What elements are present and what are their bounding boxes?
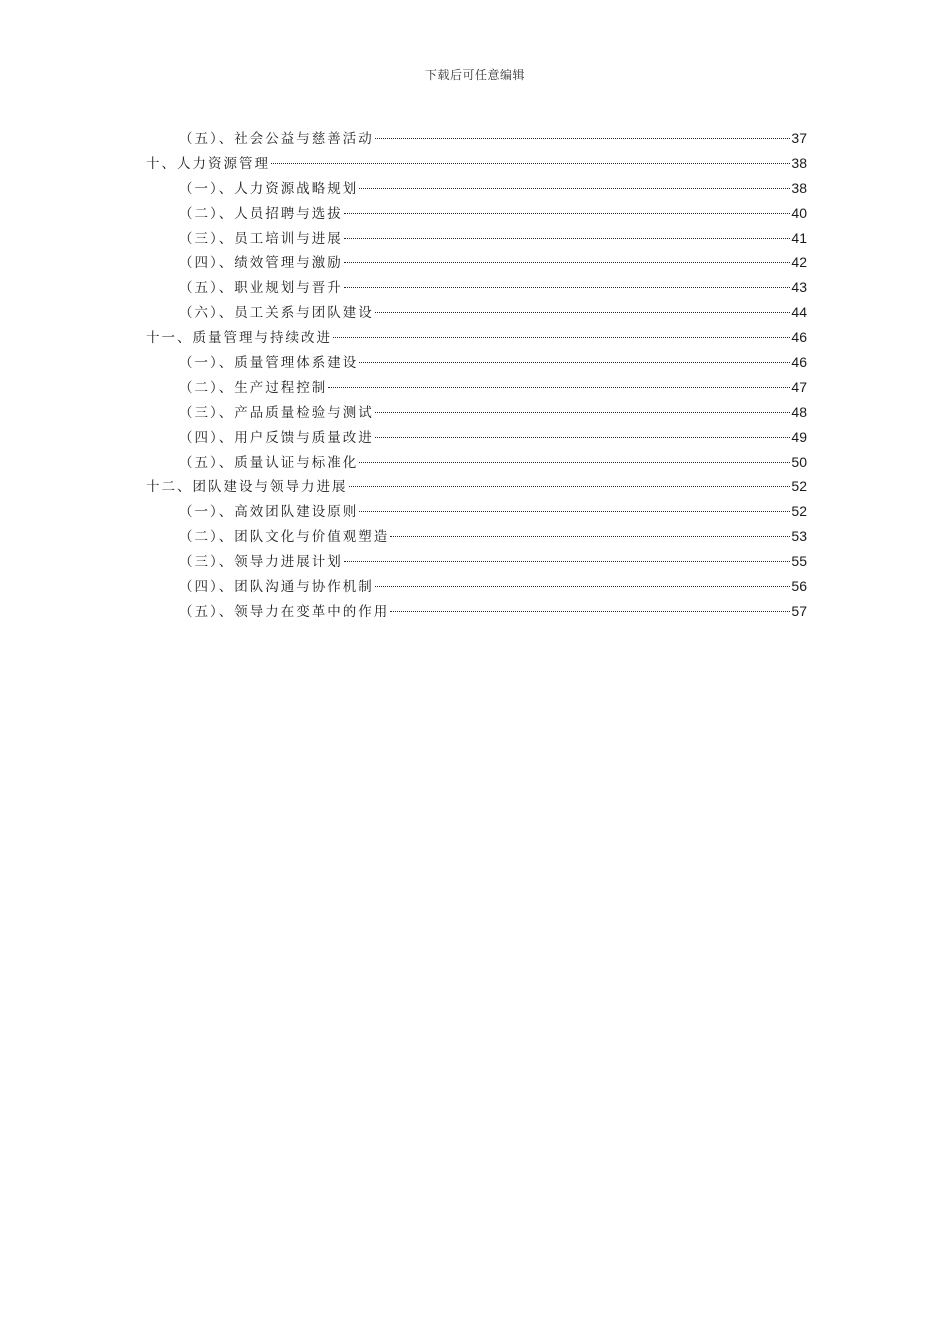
dot-leader (359, 462, 790, 463)
toc-section-entry[interactable] (146, 300, 807, 325)
toc-section-entry[interactable] (146, 425, 807, 450)
toc-entry-title: （一）、高效团队建设原则 (179, 504, 359, 521)
dot-leader (375, 437, 791, 438)
dot-leader (359, 362, 790, 363)
toc-entry-page-number: 46 (791, 329, 807, 346)
toc-entry-title: （五）、领导力在变革中的作用 (179, 603, 390, 620)
toc-entry-page-number: 41 (791, 229, 807, 246)
dot-leader (359, 188, 790, 189)
toc-section-entry[interactable] (146, 524, 807, 549)
toc-entry-title: （二）、生产过程控制 (179, 379, 328, 396)
toc-section-entry[interactable] (146, 350, 807, 375)
dot-leader (359, 511, 790, 512)
page-header: 下载后可任意编辑 (424, 68, 525, 82)
toc-entry-page-number: 43 (791, 279, 807, 296)
toc-entry-page-number: 55 (791, 553, 807, 570)
toc-chapter-entry[interactable] (146, 151, 807, 176)
dot-leader (344, 287, 791, 288)
dot-leader (328, 387, 790, 388)
toc-entry-title: （五）、质量认证与标准化 (179, 454, 359, 471)
toc-entry-page-number: 57 (791, 602, 807, 619)
toc-section-entry[interactable] (146, 400, 807, 425)
toc-entry-page-number: 38 (791, 154, 807, 171)
toc-section-entry[interactable] (146, 375, 807, 400)
toc-section-entry[interactable] (146, 450, 807, 475)
toc-entry-title: （五）、职业规划与晋升 (179, 280, 343, 297)
dot-leader (390, 611, 790, 612)
toc-section-entry[interactable] (146, 250, 807, 275)
toc-section-entry[interactable] (146, 549, 807, 574)
toc-entry-title: （三）、产品质量检验与测试 (179, 404, 374, 421)
toc-entry-page-number: 48 (791, 403, 807, 420)
toc-entry-title: （一）、人力资源战略规划 (179, 180, 359, 197)
dot-leader (390, 536, 790, 537)
toc-entry-title: 十二、团队建设与领导力进展 (146, 479, 348, 496)
toc-entry-title: （二）、人员招聘与选拔 (179, 205, 343, 222)
toc-entry-page-number: 53 (791, 528, 807, 545)
dot-leader (349, 486, 791, 487)
toc-entry-page-number: 50 (791, 453, 807, 470)
dot-leader (344, 262, 791, 263)
toc-entry-title: 十一、质量管理与持续改进 (146, 330, 332, 347)
table-of-contents (146, 126, 807, 624)
toc-entry-title: 十、人力资源管理 (146, 155, 270, 172)
toc-entry-title: （六）、员工关系与团队建设 (179, 305, 374, 322)
toc-entry-title: （一）、质量管理体系建设 (179, 355, 359, 372)
toc-entry-title: （四）、团队沟通与协作机制 (179, 579, 374, 596)
toc-entry-page-number: 40 (791, 204, 807, 221)
toc-entry-title: （三）、领导力进展计划 (179, 554, 343, 571)
toc-section-entry[interactable] (146, 574, 807, 599)
dot-leader (375, 412, 791, 413)
toc-entry-page-number: 49 (791, 428, 807, 445)
toc-entry-title: （四）、绩效管理与激励 (179, 255, 343, 272)
toc-entry-title: （三）、员工培训与进展 (179, 230, 343, 247)
toc-entry-page-number: 46 (791, 354, 807, 371)
dot-leader (344, 213, 791, 214)
toc-entry-page-number: 52 (791, 503, 807, 520)
toc-entry-page-number: 47 (791, 378, 807, 395)
toc-entry-page-number: 42 (791, 254, 807, 271)
toc-entry-page-number: 44 (791, 304, 807, 321)
toc-section-entry[interactable] (146, 275, 807, 300)
dot-leader (375, 586, 791, 587)
toc-entry-title: （二）、团队文化与价值观塑造 (179, 529, 390, 546)
toc-section-entry[interactable] (146, 176, 807, 201)
toc-chapter-entry[interactable] (146, 325, 807, 350)
toc-entry-page-number: 56 (791, 578, 807, 595)
toc-section-entry[interactable] (146, 201, 807, 226)
toc-entry-page-number: 37 (791, 130, 807, 146)
dot-leader (333, 337, 790, 338)
toc-entry-page-number: 38 (791, 179, 807, 196)
toc-section-entry[interactable] (146, 499, 807, 524)
dot-leader (375, 312, 791, 313)
toc-entry-page-number: 52 (791, 478, 807, 495)
dot-leader (271, 163, 790, 164)
toc-entry-title: （四）、用户反馈与质量改进 (179, 429, 374, 446)
toc-entry-title: （五）、社会公益与慈善活动 (179, 131, 374, 147)
toc-section-entry[interactable] (146, 226, 807, 251)
dot-leader (375, 138, 791, 139)
toc-section-entry[interactable] (146, 599, 807, 624)
dot-leader (344, 238, 791, 239)
toc-section-entry[interactable] (146, 126, 807, 151)
dot-leader (344, 561, 791, 562)
toc-chapter-entry[interactable] (146, 474, 807, 499)
